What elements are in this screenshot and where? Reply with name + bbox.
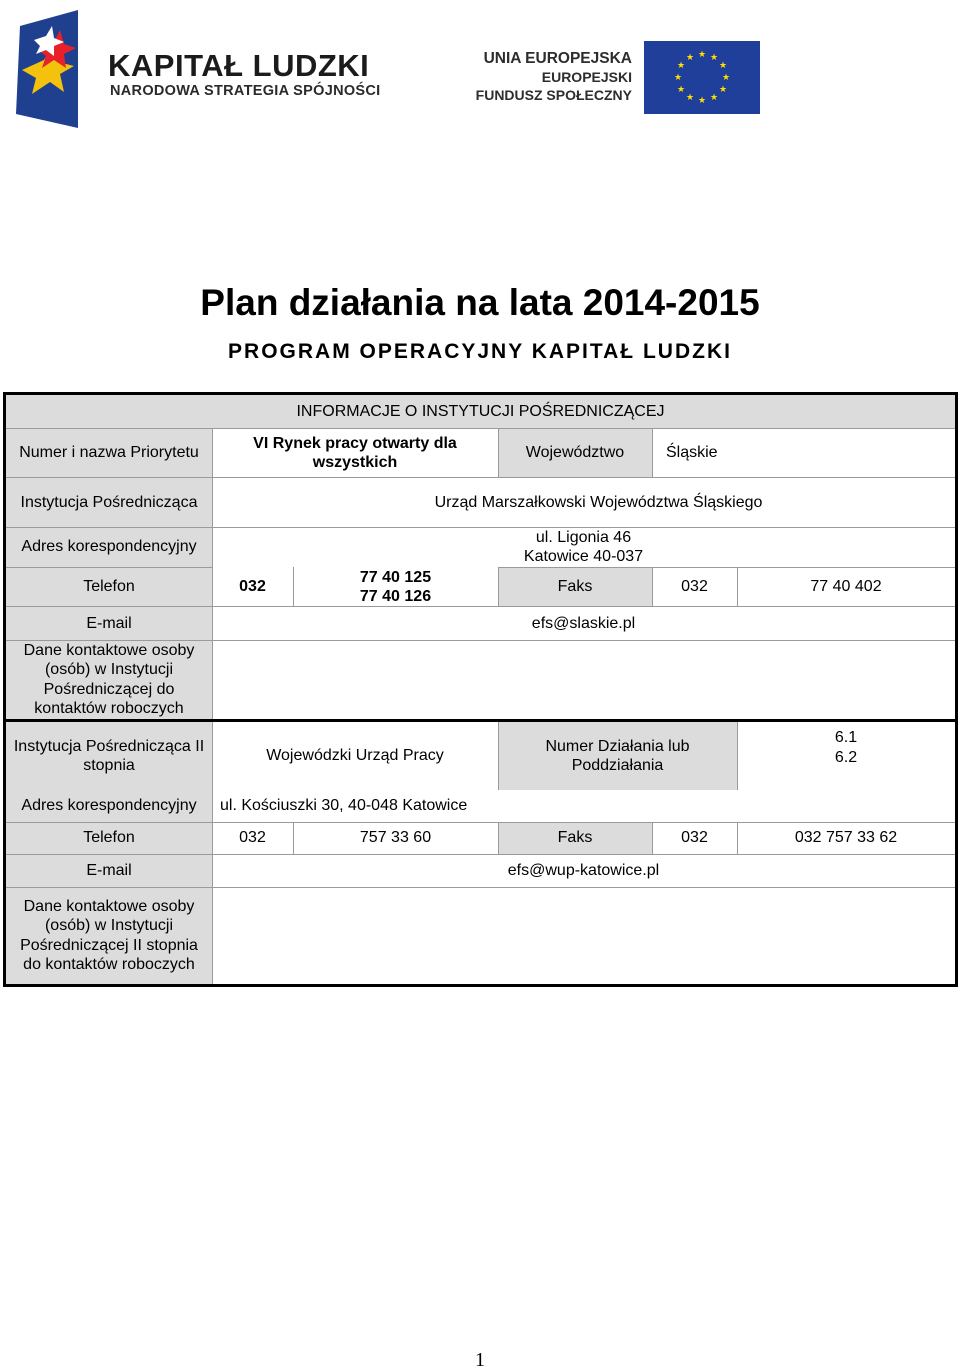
ip2-value: Wojewódzki Urząd Pracy [266,747,444,765]
grid-line [652,428,653,478]
dane2-value [212,887,955,984]
ip2-label: Instytucja Pośrednicząca II stopnia [6,722,212,790]
svg-text:★: ★ [709,93,719,103]
telefon-label: Telefon [6,567,212,607]
ue-line-3: FUNDUSZ SPOŁECZNY [475,87,632,103]
dane2-label: Dane kontaktowe osoby (osób) w Instytucji Pośredniczącej II stopnia do kontaktów roboczych [6,887,212,984]
telefon-number-2: 77 40 126 [359,588,432,605]
grid-line [737,822,738,854]
grid-line [498,822,499,854]
grid-line [6,477,955,478]
grid-line [6,887,955,888]
grid-line [498,428,499,478]
telefon2-number: 757 33 60 [359,829,432,847]
adres-value [212,527,955,567]
svg-text:★: ★ [673,73,683,83]
grid-line [737,720,738,790]
ip-label: Instytucja Pośrednicząca [6,478,212,527]
email2-value: efs@wup-katowice.pl [507,861,660,879]
svg-text:★: ★ [676,85,686,95]
faks-label: Faks [498,567,652,607]
adres2-value: ul. Kościuszki 30, 40-048 Katowice [220,797,468,815]
dane-label: Dane kontaktowe osoby (osób) w Instytucji Pośredniczącej do kontaktów roboczych [6,640,212,719]
grid-line [6,640,955,641]
section-divider [3,719,958,722]
svg-text:★: ★ [718,61,728,71]
ue-line-2: EUROPEJSKI [541,69,632,85]
svg-text:★: ★ [676,61,686,71]
dzialanie-label: Numer Działania lub Poddziałania [498,722,737,790]
page-subtitle: PROGRAM OPERACYJNY KAPITAŁ LUDZKI [228,340,732,363]
faks2-label: Faks [498,822,652,854]
kapital-ludzki-subtitle: NARODOWA STRATEGIA SPÓJNOŚCI [110,83,381,99]
dzialanie-value-1: 6.1 [834,729,858,746]
grid-line [498,720,499,790]
kapital-ludzki-title: KAPITAŁ LUDZKI [108,48,370,83]
svg-text:★: ★ [718,85,728,95]
grid-line [6,428,955,429]
grid-line [498,567,955,568]
svg-text:★: ★ [685,93,695,103]
dzialanie-value-2: 6.2 [834,748,858,766]
svg-text:★: ★ [685,53,695,63]
svg-text:★: ★ [697,50,707,60]
svg-text:★: ★ [697,96,707,106]
table-heading: INFORMACJE O INSTYTUCJI POŚREDNICZĄCEJ [6,395,955,428]
adres-label: Adres korespondencyjny [6,527,212,567]
grid-line [6,854,955,855]
email2-label: E-mail [6,854,212,887]
email-label: E-mail [6,607,212,640]
dane-value [212,640,955,719]
faks-prefix: 032 [681,578,708,596]
email-value: efs@slaskie.pl [531,614,636,632]
page-title: Plan działania na lata 2014-2015 [200,282,760,323]
page-number: 1 [475,1349,485,1371]
ue-line-1: UNIA EUROPEJSKA [483,50,632,67]
grid-line [293,822,294,854]
faks2-number: 032 757 33 62 [794,829,898,847]
grid-line [652,567,653,607]
telefon-number-1: 77 40 125 [359,568,432,586]
ip-value: Urząd Marszałkowski Województwa Śląskiego [434,493,763,511]
grid-line [6,822,955,823]
grid-line [6,606,955,607]
faks2-prefix: 032 [681,829,708,847]
telefon-prefix: 032 [239,578,266,596]
grid-line [737,567,738,607]
adres-value-line-1: ul. Ligonia 46 [535,528,632,546]
grid-line [6,567,212,568]
telefon2-prefix: 032 [239,829,266,847]
telefon-numbers [293,567,498,607]
telefon2-label: Telefon [6,822,212,854]
dzialanie-value [737,722,955,790]
svg-text:★: ★ [709,53,719,63]
grid-line [652,822,653,854]
priorytet-value: VI Rynek pracy otwarty dla wszystkich [253,434,457,471]
grid-line [293,567,294,607]
adres2-label: Adres korespondencyjny [6,790,212,822]
wojewodztwo-label: Województwo [498,428,652,478]
faks-number: 77 40 402 [810,578,882,596]
adres-value-line-2: Katowice 40-037 [523,548,644,565]
wojewodztwo-value: Śląskie [666,444,718,462]
svg-text:★: ★ [721,73,731,83]
grid-line [498,567,499,607]
grid-line [212,428,213,987]
grid-line [6,527,955,528]
priorytet-label: Numer i nazwa Priorytetu [6,428,212,478]
